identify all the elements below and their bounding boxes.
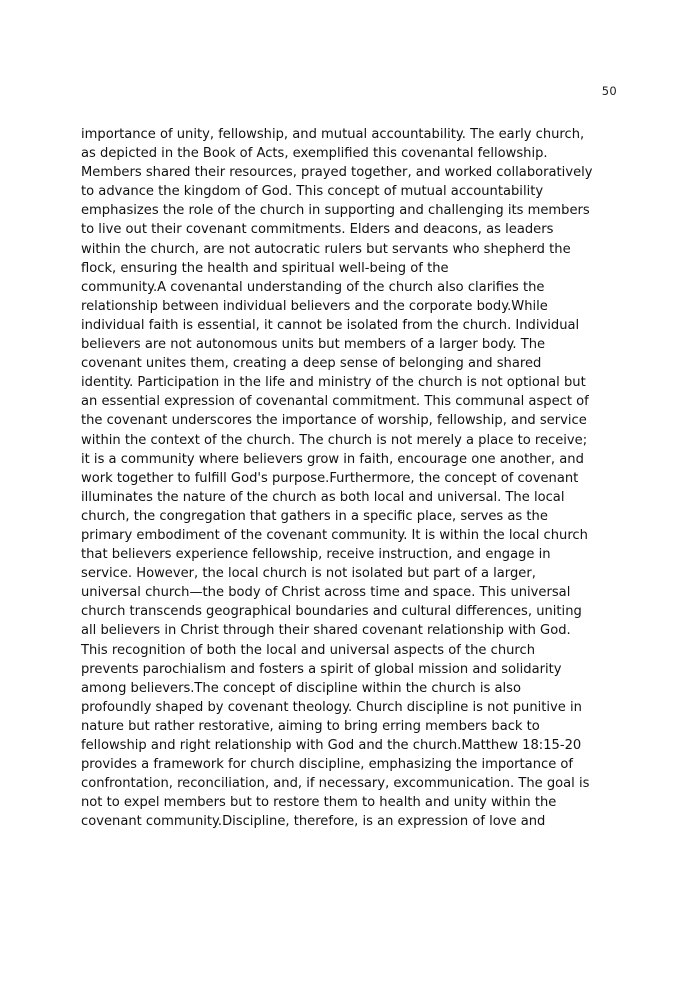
text-line: as depicted in the Book of Acts, exemplified this covenantal fellowship. xyxy=(81,146,548,162)
text-line: illuminates the nature of the church as both local and universal. The local xyxy=(81,489,565,505)
text-line: believers are not autonomous units but members of a larger body. The xyxy=(81,337,546,353)
text-line: among believers.The concept of discipline within the church is also xyxy=(81,680,522,696)
text-line: work together to fulfill God's purpose.Furthermore, the concept of covenant xyxy=(81,470,579,486)
text-line: flock, ensuring the health and spiritual well-being of the xyxy=(81,260,449,276)
text-line: emphasizes the role of the church in supporting and challenging its members xyxy=(81,203,590,219)
text-line: This recognition of both the local and universal aspects of the church xyxy=(81,642,536,658)
text-line: relationship between individual believers and the corporate body.While xyxy=(81,298,548,314)
page-number: 50 xyxy=(601,84,617,98)
text-line: Members shared their resources, prayed together, and worked collaboratively xyxy=(81,165,593,181)
text-line: within the context of the church. The church is not merely a place to receive; xyxy=(81,432,588,448)
text-line: to advance the kingdom of God. This concept of mutual accountability xyxy=(81,184,544,200)
text-line: that believers experience fellowship, receive instruction, and engage in xyxy=(81,547,551,563)
text-line: all believers in Christ through their shared covenant relationship with God. xyxy=(81,623,571,639)
text-line: service. However, the local church is not isolated but part of a larger, xyxy=(81,566,536,582)
text-line: covenant community.Discipline, therefore, is an expression of love and xyxy=(81,814,546,830)
text-line: prevents parochialism and fosters a spirit of global mission and solidarity xyxy=(81,661,562,677)
text-line: universal church—the body of Christ across time and space. This universal xyxy=(81,585,571,601)
text-line: confrontation, reconciliation, and, if necessary, excommunication. The goal is xyxy=(81,776,590,792)
text-line: fellowship and right relationship with God and the church.Matthew 18:15-20 xyxy=(81,738,582,753)
text-line: primary embodiment of the covenant community. It is within the local church xyxy=(81,527,588,543)
text-line: the covenant underscores the importance of worship, fellowship, and service xyxy=(81,413,587,429)
text-line: not to expel members but to restore them to health and unity within the xyxy=(81,795,557,811)
text-line: community.A covenantal understanding of the church also clarifies the xyxy=(81,279,545,295)
text-line: profoundly shaped by covenant theology. Church discipline is not punitive in xyxy=(81,699,582,715)
text-line: within the church, are not autocratic rulers but servants who shepherd the xyxy=(81,241,571,257)
body-text xyxy=(81,125,618,831)
text-line: identity. Participation in the life and ministry of the church is not optional but xyxy=(81,375,586,391)
text-line: importance of unity, fellowship, and mutual accountability. The early church, xyxy=(81,127,585,142)
text-line: covenant unites them, creating a deep sense of belonging and shared xyxy=(81,356,542,372)
text-line: nature but rather restorative, aiming to bring erring members back to xyxy=(81,718,540,734)
text-line: church transcends geographical boundaries and cultural differences, uniting xyxy=(81,604,582,620)
text-line: it is a community where believers grow in faith, encourage one another, and xyxy=(81,451,584,467)
text-line: provides a framework for church discipline, emphasizing the importance of xyxy=(81,757,574,773)
text-line: individual faith is essential, it cannot be isolated from the church. Individual xyxy=(81,317,580,333)
text-line: to live out their covenant commitments. Elders and deacons, as leaders xyxy=(81,222,554,238)
text-line: church, the congregation that gathers in a specific place, serves as the xyxy=(81,508,548,524)
text-line: an essential expression of covenantal commitment. This communal aspect of xyxy=(81,394,589,410)
